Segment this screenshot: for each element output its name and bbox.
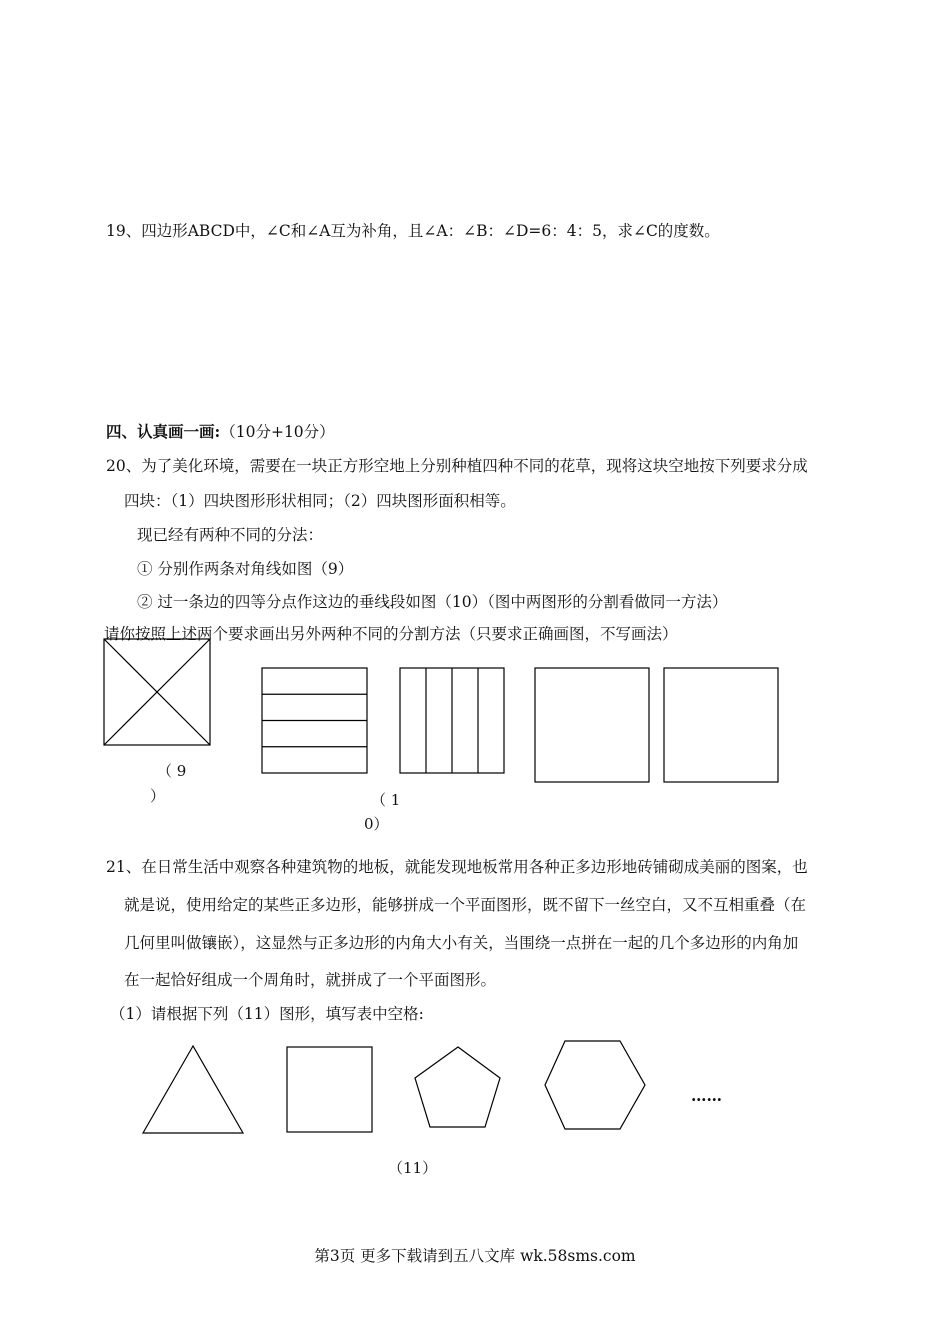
answer-square-1[interactable] (535, 668, 649, 782)
q21-line2: 就是说，使用给定的某些正多边形，能够拼成一个平面图形，既不留下一丝空白，又不互相重叠（在 (124, 896, 807, 914)
figure-9-caption-a: （ 9 (157, 762, 187, 780)
section4-title: 四、认真画一画: (106, 422, 221, 441)
figure-10-caption-a: （ 1 (371, 791, 401, 809)
pentagon-shape (415, 1047, 500, 1127)
q21-line1: 21、在日常生活中观察各种建筑物的地板，就能发现地板常用各种正多边形地砖铺砌成美丽的图案，也 (106, 858, 808, 876)
page-footer: 第3页 更多下载请到五八文库 wk.58sms.com (314, 1247, 636, 1265)
q20-line2: 四块：（1）四块图形形状相同；（2）四块图形面积相等。 (124, 492, 516, 510)
q21-sub1: （1）请根据下列（11）图形，填写表中空格: (110, 1005, 424, 1023)
answer-square-2[interactable] (664, 668, 778, 782)
section4-points: （10分+10分） (220, 423, 335, 441)
q20-line1: 20、为了美化环境，需要在一块正方形空地上分别种植四种不同的花草，现将这块空地按下列要求分成 (106, 457, 808, 475)
figure-9-square-diagonals (104, 639, 210, 745)
q20-line6: 请你按照上述两个要求画出另外两种不同的分割方法（只要求正确画图，不写画法） (104, 625, 678, 643)
q21-line4: 在一起恰好组成一个周角时，就拼成了一个平面图形。 (124, 971, 497, 989)
q21-line3: 几何里叫做镶嵌），这显然与正多边形的内角大小有关，当围绕一点拼在一起的几个多边形的内角加 (124, 934, 799, 952)
q20-line5: ② 过一条边的四等分点作这边的垂线段如图（10）（图中两图形的分割看做同一方法） (137, 593, 728, 611)
triangle-shape (143, 1046, 243, 1133)
hexagon-shape (545, 1041, 645, 1129)
ellipsis-text: …… (691, 1086, 722, 1105)
figure-10-caption-b: 0） (364, 815, 389, 833)
q19-text: 19、四边形ABCD中，∠C和∠A互为补角，且∠A：∠B：∠D=6：4：5，求∠C的度数。 (106, 222, 720, 240)
square-shape (287, 1047, 372, 1132)
figure-10-horizontal-strips (262, 668, 367, 773)
q20-line4: ① 分别作两条对角线如图（9） (137, 560, 354, 578)
figure-10-vertical-strips (400, 668, 504, 773)
q20-line3: 现已经有两种不同的分法： (137, 526, 324, 544)
figure-9-caption-b: ） (150, 787, 166, 805)
figure-11-caption: （11） (388, 1159, 438, 1177)
